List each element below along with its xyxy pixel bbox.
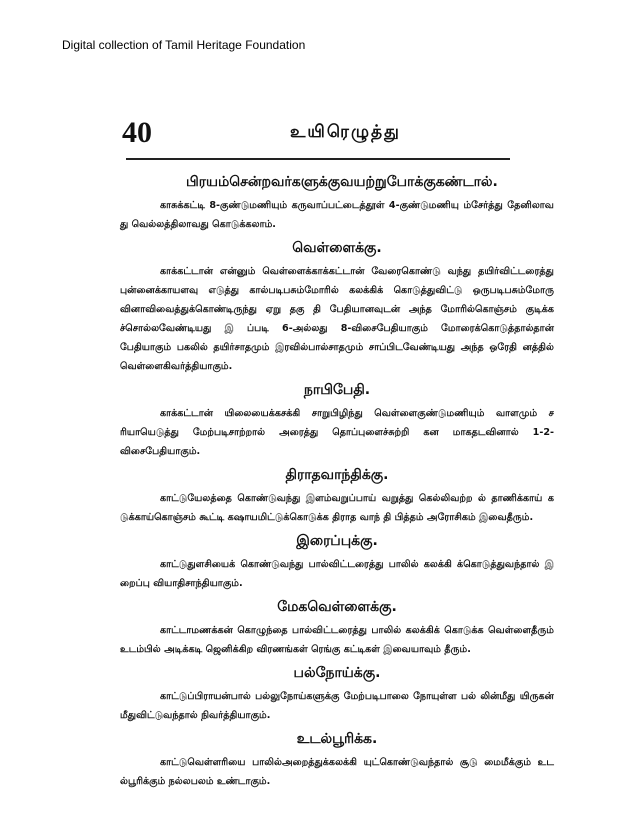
section-heading: வெள்ளைக்கு. bbox=[292, 240, 382, 256]
section-text: காட்டாமணக்கன் கொழுந்தை பால்விட்டரைத்து பாலில் கலக்கிக் கொடுக்க வெள்ளைதீரும் உடம்பில் அடிக்கடி ஜெனிக்கிற விரணங்கள் ரெங்கு கட்டிகள் இவையாவும் தீரும். bbox=[120, 625, 554, 655]
page-body bbox=[120, 168, 554, 791]
section-heading: பல்நோய்க்கு. bbox=[293, 665, 381, 681]
section-heading: இரைப்புக்கு. bbox=[296, 533, 378, 549]
section-text: காட்டுவெள்ளரியை பாலில்அறைத்துக்கலக்கி யுட்கொண்டுவந்தால் சூடு மைமீக்கும் உடல்பூரிக்கும் நல்லபலம் உண்டாகும். bbox=[120, 757, 554, 787]
header-rule bbox=[126, 158, 510, 160]
running-title: உயிரெழுத்து bbox=[290, 122, 401, 142]
section-heading: நாபிபேதி. bbox=[303, 382, 371, 398]
section-text: காசுக்கட்டி 8-குண்டுமணியும் கருவாப்பட்டைத்தூள் 4-குண்டுமணியு ம்சேர்த்து தேனிலாவது வெல்லத்திலாவது கொடுக்கலாம். bbox=[120, 200, 554, 230]
section-heading: மேகவெள்ளைக்கு. bbox=[277, 599, 397, 615]
section-text: காட்டுயேலத்தை கொண்டுவந்து இளம்வறுப்பாய் வறுத்து கெல்லிவற்ற ல் தாணிக்காய் கடுக்காய்கொஞ்சம் கூட்டி கஷாயமிட்டுக்கொடுக்க திராத வாந் தி பித்தம் அரோசிகம் இவைதீரும். bbox=[120, 493, 554, 523]
section-heading: பிரயம்சென்றவர்களுக்குவயற்றுபோக்குகண்டால். bbox=[186, 174, 498, 190]
page-number: 40 bbox=[122, 116, 152, 149]
section-heading: உடல்பூரிக்க. bbox=[296, 731, 378, 747]
section-text: காக்கட்டான் யிலையைக்கசக்கி சாறுபிழிந்து வெள்ளைகுண்டுமணியும் வாளமும் சரியாயெடுத்து மேற்படிசாற்றால் அரைத்து தொப்புளைச்சுற்றி கன மாகதடவினால் 1-2-விசைபேதியாகும். bbox=[120, 408, 554, 457]
section-text: காட்டுப்பிராயன்பால் பல்லுநோய்களுக்கு மேற்படிபாலை நோயுள்ள பல் லின்மீது யிருகன் மீதுவிட்டுவந்தால் நிவர்த்தியாகும். bbox=[120, 691, 554, 721]
collection-watermark: Digital collection of Tamil Heritage Foundation bbox=[62, 38, 306, 52]
section-heading: திராதவாந்திக்கு. bbox=[285, 467, 389, 483]
section-text: காட்டுதுளசியைக் கொண்டுவந்து பால்விட்டரைத்து பாலில் கலக்கி க்கொடுத்துவந்தால் இறைப்பு வியாதிசாந்தியாகும். bbox=[120, 559, 554, 589]
section-text: காக்கட்டான் என்னும் வெள்ளைக்காக்கட்டான் வேரைகொண்டு வந்து தயிர்விட்டரைத்து புன்னைக்காயளவு எடுத்து கால்படிபசும்மோரில் கலக்கிக் கொடுத்துவிட்டு ஒருபடிபசும்மோரு வினாவிவைத்துக்கொண்டிருந்து ஏறு தகு தி பேதியானவுடன் அந்த மோரில்கொஞ்சம் குடிக்கச்சொல்லவேண்டியது இ ப்படி 6-அல்லது 8-விசைபேதியாகும் மோரைக்கொடுத்தால்தான் பேதியாகும் பகலில் தயிர்சாதமும் இரவில்பால்சாதமும் சாப்பிடவேண்டியது அந்த ஒரேதி னத்தில் வெள்ளைகிவர்த்தியாகும். bbox=[120, 266, 554, 372]
